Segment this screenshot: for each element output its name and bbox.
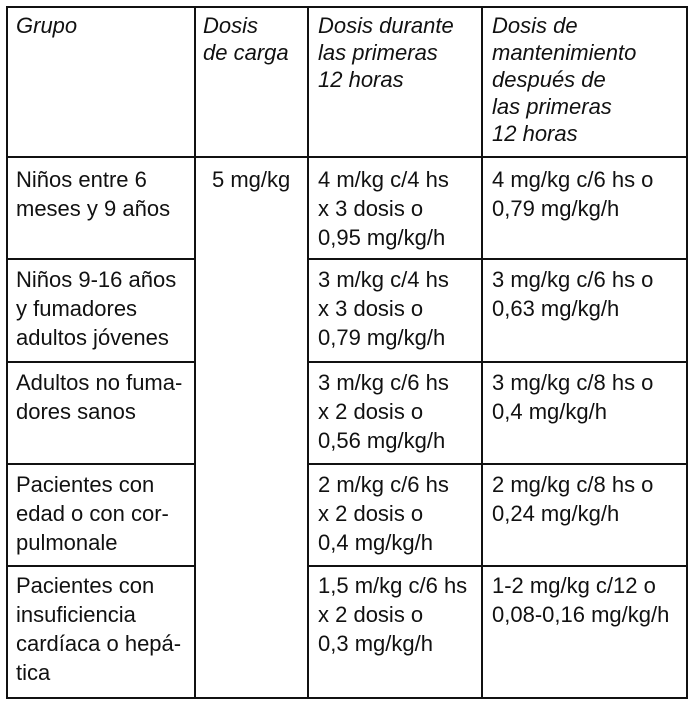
table-row-first12: 2 m/kg c/6 hs x 2 dosis o 0,4 mg/kg/h bbox=[318, 472, 449, 555]
table-row-group: Niños 9-16 años y fumadores adultos jóvenes bbox=[16, 267, 177, 350]
table-row-first12: 3 m/kg c/4 hs x 3 dosis o 0,79 mg/kg/h bbox=[318, 267, 449, 350]
table-border-bottom bbox=[6, 697, 688, 699]
column-divider bbox=[307, 6, 309, 699]
header-loading-dose: Dosis de carga bbox=[203, 13, 289, 65]
table-row-first12: 1,5 m/kg c/6 hs x 2 dosis o 0,3 mg/kg/h bbox=[318, 573, 468, 656]
column-divider bbox=[194, 6, 196, 699]
table-border-right bbox=[686, 6, 688, 699]
table-row-group: Niños entre 6 meses y 9 años bbox=[16, 167, 171, 221]
table-border-top bbox=[6, 6, 688, 8]
table-row-maintenance: 4 mg/kg c/6 hs o 0,79 mg/kg/h bbox=[492, 167, 654, 221]
row-divider-right bbox=[307, 463, 688, 465]
table-row-maintenance: 2 mg/kg c/8 hs o 0,24 mg/kg/h bbox=[492, 472, 654, 526]
header-group: Grupo bbox=[16, 13, 78, 38]
table-row-group: Pacientes con insuficiencia cardíaca o hepá- tica bbox=[16, 573, 182, 685]
table-row-group: Adultos no fuma- dores sanos bbox=[16, 370, 183, 424]
loading-dose-value: 5 mg/kg bbox=[212, 167, 291, 192]
row-divider-left bbox=[6, 463, 196, 465]
row-divider-right bbox=[307, 565, 688, 567]
table-row-group: Pacientes con edad o con cor- pulmonale bbox=[16, 472, 169, 555]
table-row-maintenance: 3 mg/kg c/8 hs o 0,4 mg/kg/h bbox=[492, 370, 654, 424]
table-row-maintenance: 3 mg/kg c/6 hs o 0,63 mg/kg/h bbox=[492, 267, 654, 321]
table-row-first12: 4 m/kg c/4 hs x 3 dosis o 0,95 mg/kg/h bbox=[318, 167, 449, 250]
header-first-12h-dose: Dosis durante las primeras 12 horas bbox=[318, 13, 454, 92]
header-divider bbox=[6, 156, 688, 158]
header-maintenance-dose: Dosis de mantenimiento después de las primeras 12 horas bbox=[492, 13, 637, 146]
table-border-left bbox=[6, 6, 8, 699]
row-divider-right bbox=[307, 361, 688, 363]
row-divider-left bbox=[6, 565, 196, 567]
table-row-maintenance: 1-2 mg/kg c/12 o 0,08-0,16 mg/kg/h bbox=[492, 573, 670, 627]
column-divider bbox=[481, 6, 483, 699]
row-divider-left bbox=[6, 258, 196, 260]
row-divider-left bbox=[6, 361, 196, 363]
row-divider-right bbox=[307, 258, 688, 260]
table-row-first12: 3 m/kg c/6 hs x 2 dosis o 0,56 mg/kg/h bbox=[318, 370, 449, 453]
